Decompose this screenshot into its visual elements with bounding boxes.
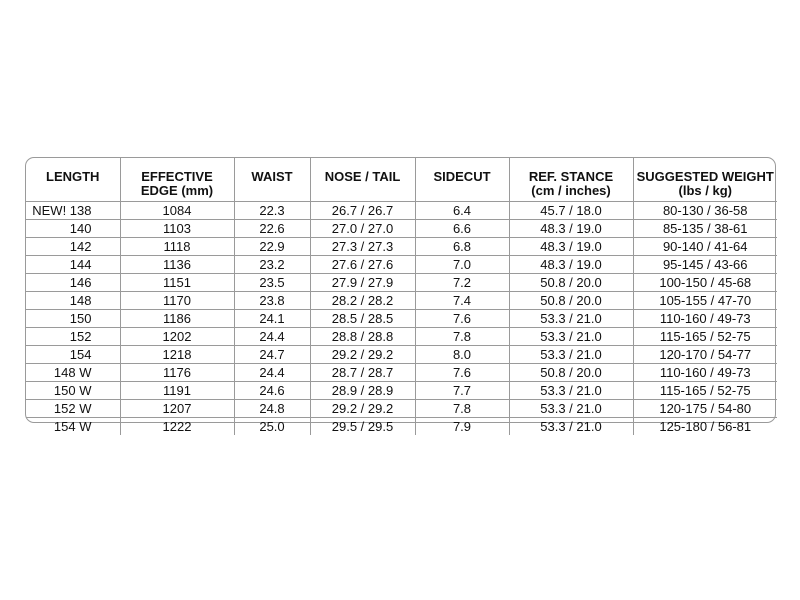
cell-waist: 24.7 bbox=[234, 345, 310, 363]
cell-nose-tail: 27.0 / 27.0 bbox=[310, 219, 415, 237]
header-effective-edge bbox=[120, 158, 234, 201]
cell-suggested-weight: 120-170 / 54-77 bbox=[633, 345, 777, 363]
header-ref-stance bbox=[509, 158, 633, 201]
cell-sidecut: 7.2 bbox=[415, 273, 509, 291]
header-label: LENGTH bbox=[46, 169, 100, 184]
cell-suggested-weight: 105-155 / 47-70 bbox=[633, 291, 777, 309]
spec-table bbox=[26, 158, 777, 435]
cell-sidecut: 7.9 bbox=[415, 417, 509, 435]
header-label: WAIST bbox=[251, 169, 293, 184]
table-row bbox=[26, 345, 777, 363]
cell-nose-tail: 28.7 / 28.7 bbox=[310, 363, 415, 381]
cell-waist: 24.6 bbox=[234, 381, 310, 399]
table-row bbox=[26, 201, 777, 219]
table-row bbox=[26, 237, 777, 255]
cell-waist: 22.3 bbox=[234, 201, 310, 219]
table-row bbox=[26, 399, 777, 417]
cell-ref-stance: 50.8 / 20.0 bbox=[509, 291, 633, 309]
cell-suggested-weight: 125-180 / 56-81 bbox=[659, 418, 752, 434]
cell-nose-tail: 28.9 / 28.9 bbox=[310, 381, 415, 399]
cell-ref-stance: 50.8 / 20.0 bbox=[509, 273, 633, 291]
cell-sidecut: 7.4 bbox=[415, 291, 509, 309]
cell-waist: 24.8 bbox=[234, 399, 310, 417]
cell-sidecut: 8.0 bbox=[415, 345, 509, 363]
cell-waist: 24.1 bbox=[234, 309, 310, 327]
header-sublabel: EDGE (mm) bbox=[140, 183, 214, 198]
header-sublabel: (lbs / kg) bbox=[678, 183, 732, 198]
cell-effective-edge: 1218 bbox=[120, 345, 234, 363]
cell-nose-tail: 26.7 / 26.7 bbox=[310, 201, 415, 219]
cell-length: 154 W bbox=[26, 417, 120, 435]
cell-ref-stance: 53.3 / 21.0 bbox=[509, 417, 633, 435]
cell-ref-stance: 53.3 / 21.0 bbox=[509, 327, 633, 345]
cell-waist: 23.2 bbox=[234, 255, 310, 273]
cell-suggested-weight: 110-160 / 49-73 bbox=[633, 363, 777, 381]
spec-table-container bbox=[25, 157, 776, 434]
cell-ref-stance: 53.3 / 21.0 bbox=[509, 399, 633, 417]
cell-length: 154 bbox=[26, 345, 120, 363]
cell-waist: 23.8 bbox=[234, 291, 310, 309]
cell-effective-edge: 1170 bbox=[120, 291, 234, 309]
cell-effective-edge: 1151 bbox=[120, 273, 234, 291]
cell-suggested-weight: 95-145 / 43-66 bbox=[633, 255, 777, 273]
cell-nose-tail: 27.6 / 27.6 bbox=[310, 255, 415, 273]
cell-effective-edge: 1191 bbox=[120, 381, 234, 399]
cell-length: 150 bbox=[26, 309, 120, 327]
cell-nose-tail: 28.2 / 28.2 bbox=[310, 291, 415, 309]
cell-ref-stance: 48.3 / 19.0 bbox=[509, 219, 633, 237]
cell-effective-edge: 1186 bbox=[120, 309, 234, 327]
header-sidecut bbox=[415, 158, 509, 201]
cell-suggested-weight: 115-165 / 52-75 bbox=[633, 327, 777, 345]
cell-length: 148 W bbox=[26, 363, 120, 381]
cell-effective-edge: 1136 bbox=[120, 255, 234, 273]
header-waist bbox=[234, 158, 310, 201]
cell-sidecut: 7.0 bbox=[415, 255, 509, 273]
header-label: REF. STANCE bbox=[528, 169, 614, 184]
cell-nose-tail: 28.5 / 28.5 bbox=[310, 309, 415, 327]
cell-ref-stance: 50.8 / 20.0 bbox=[509, 363, 633, 381]
cell-suggested-weight: 120-175 / 54-80 bbox=[633, 399, 777, 417]
cell-ref-stance: 48.3 / 19.0 bbox=[509, 237, 633, 255]
cell-sidecut: 7.8 bbox=[415, 327, 509, 345]
cell-nose-tail: 27.3 / 27.3 bbox=[310, 237, 415, 255]
cell-sidecut: 7.7 bbox=[415, 381, 509, 399]
cell-length: NEW! 138 bbox=[26, 201, 120, 219]
table-row bbox=[26, 291, 777, 309]
header-label: SIDECUT bbox=[433, 169, 491, 184]
cell-waist: 24.4 bbox=[234, 363, 310, 381]
cell-sidecut: 6.6 bbox=[415, 219, 509, 237]
header-row bbox=[26, 158, 777, 201]
cell-waist: 24.4 bbox=[234, 327, 310, 345]
cell-nose-tail: 29.2 / 29.2 bbox=[310, 399, 415, 417]
table-row bbox=[26, 309, 777, 327]
cell-waist: 25.0 bbox=[234, 417, 310, 435]
cell-nose-tail: 29.2 / 29.2 bbox=[310, 345, 415, 363]
cell-length: 150 W bbox=[26, 381, 120, 399]
header-label: NOSE / TAIL bbox=[324, 169, 401, 184]
cell-waist: 23.5 bbox=[234, 273, 310, 291]
cell-effective-edge: 1084 bbox=[120, 201, 234, 219]
cell-nose-tail: 28.8 / 28.8 bbox=[310, 327, 415, 345]
cell-length: 144 bbox=[26, 255, 120, 273]
cell-length: 140 bbox=[26, 219, 120, 237]
header-suggested-weight bbox=[633, 158, 777, 201]
cell-suggested-weight: 115-165 / 52-75 bbox=[633, 381, 777, 399]
cell-length: 146 bbox=[26, 273, 120, 291]
cell-suggested-weight: 85-135 / 38-61 bbox=[633, 219, 777, 237]
cell-effective-edge: 1118 bbox=[120, 237, 234, 255]
cell-waist: 22.6 bbox=[234, 219, 310, 237]
table-row bbox=[26, 255, 777, 273]
table-row bbox=[26, 417, 777, 435]
cell-sidecut: 7.6 bbox=[415, 309, 509, 327]
cell-suggested-weight: 90-140 / 41-64 bbox=[633, 237, 777, 255]
cell-waist: 22.9 bbox=[234, 237, 310, 255]
cell-ref-stance: 48.3 / 19.0 bbox=[509, 255, 633, 273]
table-header bbox=[26, 158, 777, 201]
header-nose-tail bbox=[310, 158, 415, 201]
header-sublabel: (cm / inches) bbox=[531, 183, 611, 198]
table-row bbox=[26, 327, 777, 345]
cell-sidecut: 6.8 bbox=[415, 237, 509, 255]
cell-length: 152 W bbox=[26, 399, 120, 417]
cell-length: 152 bbox=[26, 327, 120, 345]
cell-ref-stance: 45.7 / 18.0 bbox=[509, 201, 633, 219]
cell-effective-edge: 1103 bbox=[120, 219, 234, 237]
cell-nose-tail: 27.9 / 27.9 bbox=[310, 273, 415, 291]
cell-suggested-weight: 100-150 / 45-68 bbox=[633, 273, 777, 291]
cell-sidecut: 7.6 bbox=[415, 363, 509, 381]
table-row bbox=[26, 363, 777, 381]
cell-length: 148 bbox=[26, 291, 120, 309]
cell-effective-edge: 1207 bbox=[120, 399, 234, 417]
cell-length: 142 bbox=[26, 237, 120, 255]
header-label: SUGGESTED WEIGHT bbox=[636, 169, 774, 184]
cell-ref-stance: 53.3 / 21.0 bbox=[509, 309, 633, 327]
cell-ref-stance: 53.3 / 21.0 bbox=[509, 381, 633, 399]
table-row bbox=[26, 381, 777, 399]
cell-nose-tail: 29.5 / 29.5 bbox=[310, 417, 415, 435]
cell-sidecut: 6.4 bbox=[415, 201, 509, 219]
cell-effective-edge: 1176 bbox=[120, 363, 234, 381]
table-row bbox=[26, 219, 777, 237]
cell-effective-edge: 1222 bbox=[120, 417, 234, 435]
cell-suggested-weight: 110-160 / 49-73 bbox=[633, 309, 777, 327]
cell-effective-edge: 1202 bbox=[120, 327, 234, 345]
table-body bbox=[26, 201, 777, 435]
header-label: EFFECTIVE bbox=[141, 169, 213, 184]
header-length bbox=[26, 158, 120, 201]
cell-ref-stance: 53.3 / 21.0 bbox=[509, 345, 633, 363]
cell-suggested-weight: 80-130 / 36-58 bbox=[633, 201, 777, 219]
table-row bbox=[26, 273, 777, 291]
cell-sidecut: 7.8 bbox=[415, 399, 509, 417]
